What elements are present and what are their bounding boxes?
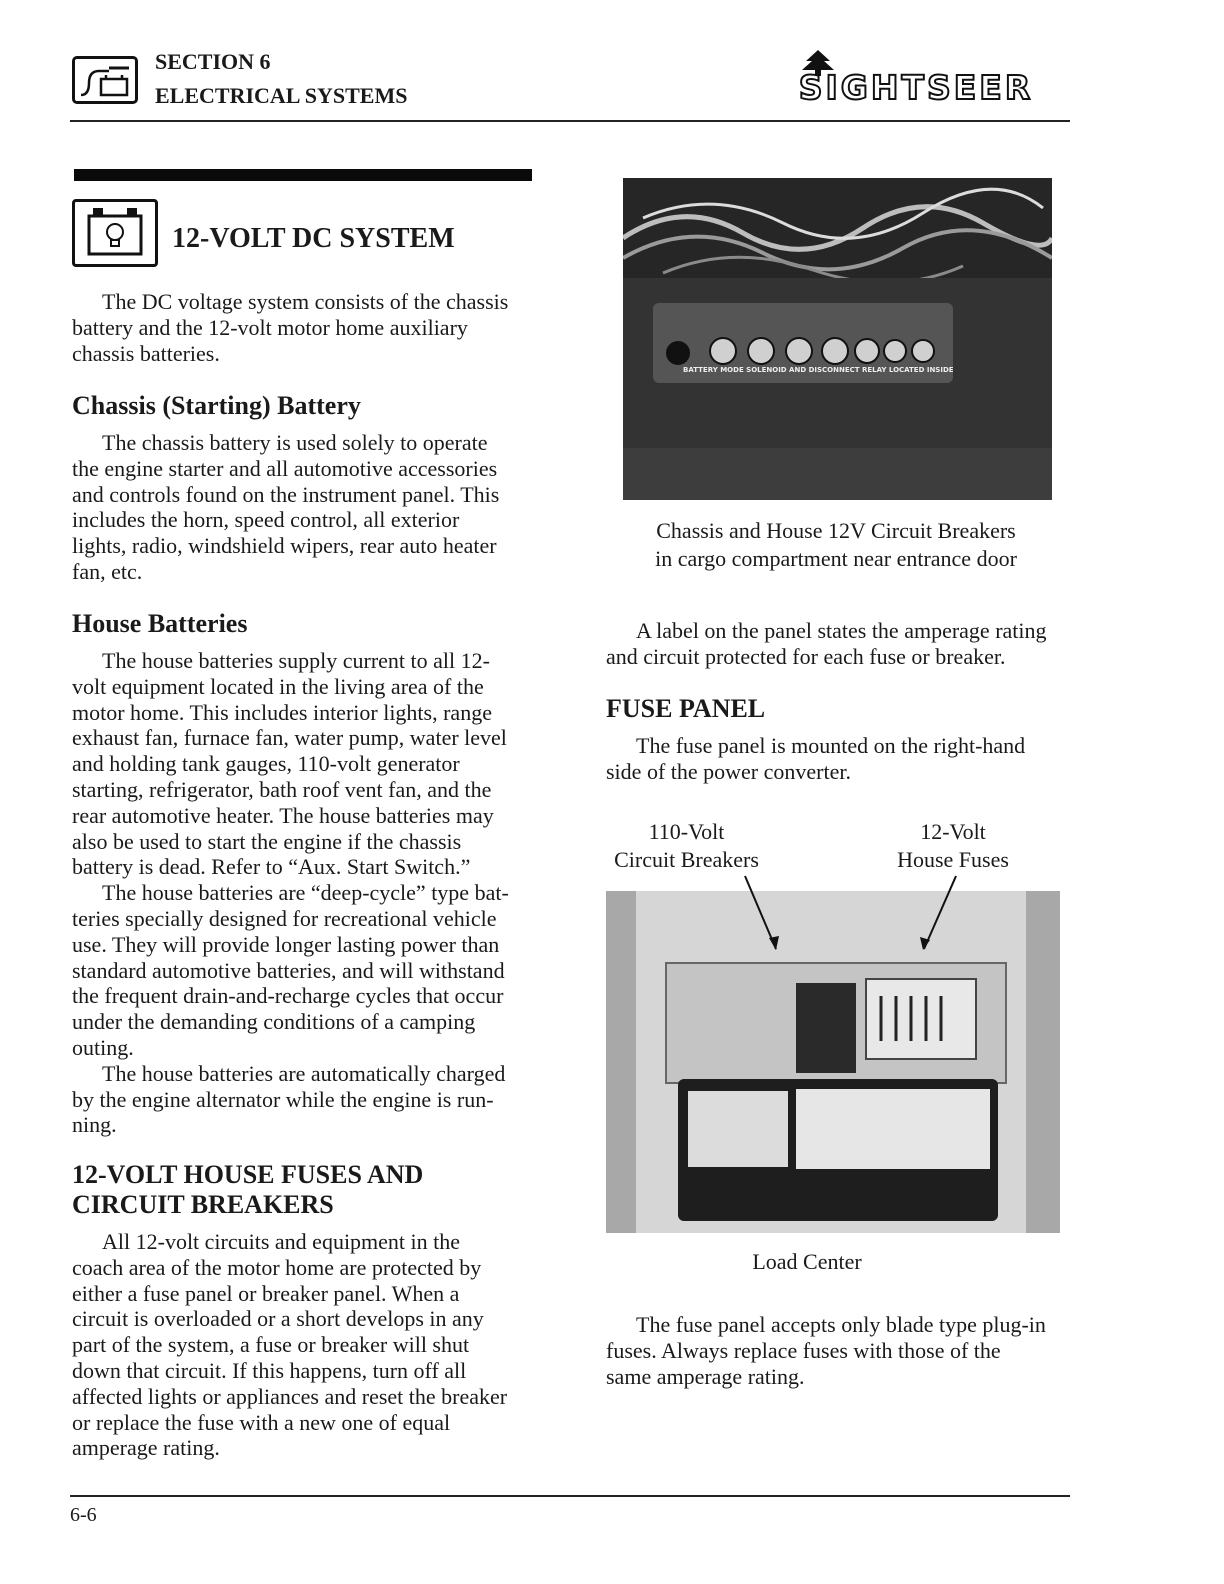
chassis-battery-paragraph: The chassis battery is used solely to operate the engine starter and all automotive accessories and controls found on the instrument panel. This includes the horn, speed control, all exterior lights, radio, windshield wipers, rear auto heater fan, etc. xyxy=(72,430,500,584)
circuit-breaker-photo xyxy=(623,178,1052,500)
footer-rule xyxy=(70,1495,1070,1497)
panel-label: BATTERY MODE SOLENOID AND DISCONNECT RELAY LOCATED INSIDE xyxy=(683,366,954,374)
brand-logo xyxy=(762,50,1070,110)
house-fuses-paragraph: All 12-volt circuits and equipment in the coach area of the motor home are protected by either a fuse panel or breaker panel. When a circuit is overloaded or a short develops in any part of the system, a fuse or breaker will shut down that circuit. If this happens, turn off all affected lights or appliances and reset the breaker or replace the fuse with a new one of equal amperage rating. xyxy=(72,1229,508,1461)
section-divider-bar xyxy=(74,169,532,181)
intro-paragraph: The DC voltage system consists of the chassis battery and the 12-volt motor home auxiliary chassis batteries. xyxy=(72,289,509,366)
callout-circuit-breakers: 110-Volt Circuit Breakers xyxy=(614,819,759,872)
fuse-panel-paragraph: The fuse panel is mounted on the right-hand side of the power converter. xyxy=(606,733,1026,784)
header-rule xyxy=(70,120,1070,122)
section-number: SECTION 6 xyxy=(155,49,271,74)
photo1-caption: Chassis and House 12V Circuit Breakers in cargo compartment near entrance door xyxy=(655,518,1017,571)
page-number: 6-6 xyxy=(70,1504,97,1526)
label-paragraph: A label on the panel states the amperage rating and circuit protected for each fuse or breaker. xyxy=(606,618,1047,669)
battery-bulb-icon xyxy=(72,199,158,267)
callout-arrows xyxy=(606,870,1060,950)
load-center-caption: Load Center xyxy=(752,1249,862,1274)
brand-wordmark: SIGHTSEER xyxy=(798,68,1034,107)
fuse-panel-heading: FUSE PANEL xyxy=(606,694,766,723)
house-batteries-paragraphs: The house batteries supply current to all 12- volt equipment located in the living area of the motor home. This includes interior lights, range exhaust fan, furnace fan, water pump, water level and holding tank gauges, 110-volt generator starting, refrigerator, bath roof vent fan, and the rear automotive heater. The house batteries may also be used to start the engine if the chassis battery is dead. Refer to “Aux. Start Switch.” The house batteries are “deep-cycle” type bat- teries specially designed for recreational vehicle use. They will provide longer lasting power than standard automotive batteries, and will withstand the frequent drain-and-recharge cycles that occur under the demanding conditions of a camping outing. The house batteries are automatically charged by the engine alternator while the engine is run- ning. xyxy=(72,648,509,1138)
dc-system-title: 12-VOLT DC SYSTEM xyxy=(172,223,455,254)
house-fuses-heading: 12-VOLT HOUSE FUSES AND CIRCUIT BREAKERS xyxy=(72,1160,424,1219)
callout-house-fuses: 12-Volt House Fuses xyxy=(897,819,1009,872)
blade-fuses-paragraph: The fuse panel accepts only blade type plug-in fuses. Always replace fuses with those of the same amperage rating. xyxy=(606,1312,1046,1389)
section-title: ELECTRICAL SYSTEMS xyxy=(155,83,408,108)
chassis-battery-heading: Chassis (Starting) Battery xyxy=(72,391,361,420)
electrical-section-icon xyxy=(72,56,138,104)
house-batteries-heading: House Batteries xyxy=(72,609,248,638)
